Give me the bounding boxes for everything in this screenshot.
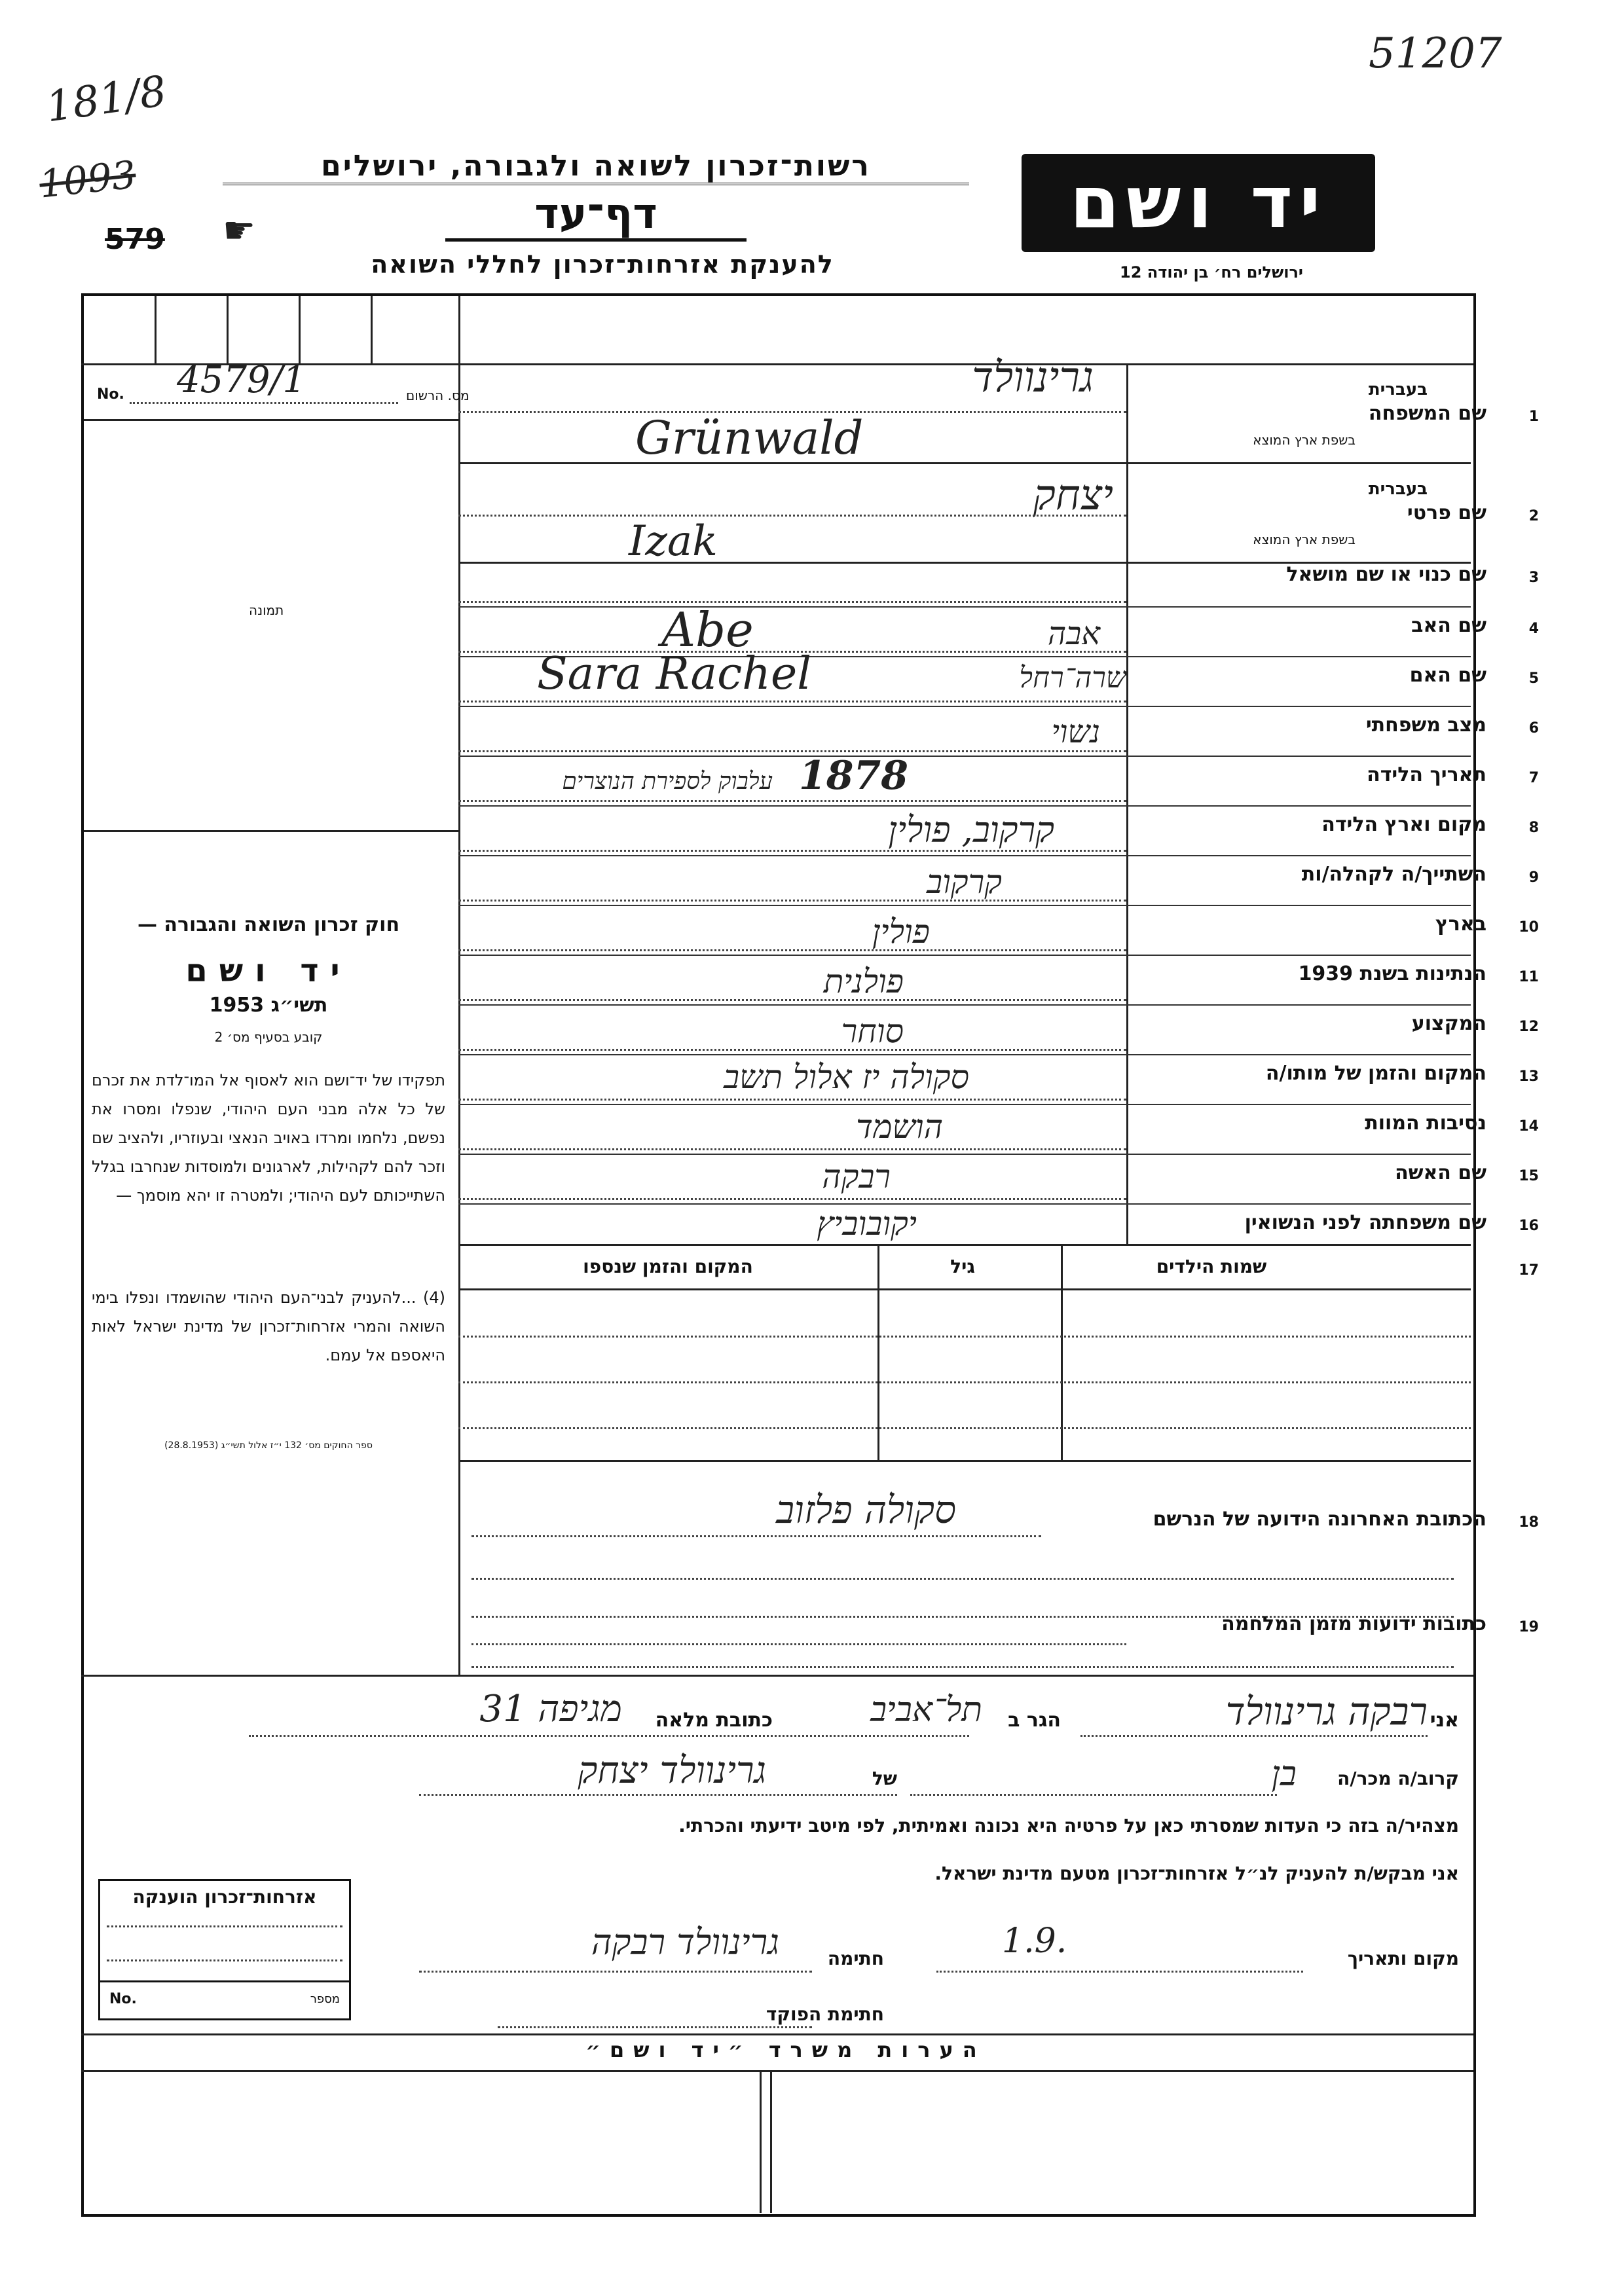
- field-9-label: השתייך/ה לקהלה/ות: [1301, 863, 1486, 886]
- field-2-value-hebrew: יצחק: [1033, 471, 1113, 520]
- official-signature-label: חתימת הפוקד: [766, 2003, 884, 2025]
- declaration-divider: [81, 1675, 1473, 1677]
- field-5-value: Sara Rachel: [537, 648, 811, 700]
- field-1-number: 1: [1528, 409, 1539, 425]
- children-names-header: שמות הילדים: [1156, 1256, 1267, 1277]
- label-column-divider: [1126, 363, 1128, 1244]
- field-5-number: 5: [1528, 670, 1539, 687]
- declaration-city-label: הגר ב: [1008, 1709, 1061, 1732]
- field-7-number: 7: [1528, 770, 1539, 786]
- struck-number: 1093: [37, 152, 138, 207]
- field-1-value-origin: Grünwald: [635, 411, 864, 465]
- authority-name: רשות־זכרון לשואה ולגבורה, ירושלים: [223, 149, 969, 185]
- field-11-label: הנתינות בשנת 1939: [1298, 962, 1486, 985]
- field-4-label: שם האב: [1411, 614, 1486, 637]
- field-15-label: שם האשה: [1395, 1161, 1486, 1184]
- field-14-value: הושמד: [856, 1108, 943, 1146]
- field-16-label: שם משפחתה לפני הנשואין: [1244, 1211, 1486, 1234]
- field-18-value: סקולה פלזוב: [776, 1487, 956, 1532]
- declarant-signature: גרינוולד רבקה: [591, 1922, 779, 1963]
- declaration-date-value: 1.9.: [1002, 1922, 1067, 1961]
- field-9-value: קרקוב: [927, 863, 1002, 901]
- field-2-value-origin: Izak: [629, 517, 718, 566]
- field-6-label: מצב משפחתי: [1365, 714, 1486, 737]
- declaration-statement-line-1: מצהיר/ה בזה כי העדות שמסרתי כאן על פרטיה היא נכונה ואמיתית, לפי מיטב ידיעתי והכרתי.: [678, 1815, 1459, 1836]
- field-10-value: פולין: [872, 913, 930, 951]
- declarant-address: מגיפה 31: [479, 1688, 622, 1730]
- law-title: חוק זכרון השואה והגבורה —: [137, 913, 400, 936]
- field-19-label: כתובות ידועות מזמן המלחמה: [1221, 1613, 1486, 1635]
- declarant-of-person: גרינוולד יצחק: [578, 1749, 766, 1792]
- yad-vashem-logo: [1022, 154, 1375, 252]
- law-year: תשי״ג 1953: [209, 994, 328, 1017]
- field-1-sub-origin: בשפת ארץ המוצא: [1253, 432, 1356, 448]
- field-11-value: פולנית: [823, 962, 904, 1000]
- field-7-label: תאריך הלידה: [1367, 763, 1486, 786]
- field-11-number: 11: [1519, 969, 1539, 985]
- file-number-top-left: 181/8: [43, 67, 170, 132]
- photo-placeholder-label: תמונה: [249, 602, 284, 618]
- field-8-number: 8: [1528, 820, 1539, 836]
- registration-no-label: No.: [97, 386, 124, 403]
- citizenship-box-title: אזרחות־זכרון הוענקה: [132, 1886, 317, 1908]
- field-16-value: יקובוביץ: [817, 1205, 917, 1243]
- declaration-ani-label: אני: [1430, 1709, 1459, 1732]
- field-15-value: רבקה: [822, 1157, 891, 1195]
- citizenship-granted-box: [98, 1879, 351, 2020]
- field-4-value-hebrew: אבה: [1047, 615, 1100, 652]
- field-7-value-hebrew: עלבוק לספירת הנוצרים: [562, 768, 773, 795]
- field-12-number: 12: [1519, 1019, 1539, 1035]
- field-15-number: 15: [1519, 1168, 1539, 1184]
- field-18-number: 18: [1519, 1514, 1539, 1531]
- field-18-label: הכתובת האחרונה הידועה של הנרשם: [1153, 1508, 1486, 1531]
- page-title: דף־עד: [445, 190, 747, 242]
- page-subtitle: להענקת אזרחות־זכרון לחללי השואה: [371, 250, 834, 279]
- field-13-number: 13: [1519, 1068, 1539, 1085]
- law-subtitle: יד ושם: [185, 953, 352, 989]
- declarant-city: תל־אביב: [870, 1690, 982, 1730]
- office-notes-label: הערות משרד ״יד ושם״: [585, 2037, 986, 2062]
- logo-text: יד ושם: [1069, 160, 1327, 244]
- field-5-label: שם האם: [1409, 664, 1486, 687]
- field-2-number: 2: [1528, 508, 1539, 524]
- field-3-label: שם כנוי או שם מושאל: [1286, 563, 1486, 586]
- law-paragraph-2: (4) ...להעניק לבני־העם היהודי שהושמדו ונפלו בימי השואה והמרי אזרחות־זכרון של מדינת ישראל לאות היאספם אל עמם.: [92, 1288, 445, 1364]
- citizenship-number-label: מספר: [310, 1992, 340, 2006]
- registration-label: מס. הרשום: [406, 388, 470, 403]
- field-14-label: נסיבות המוות: [1365, 1112, 1486, 1135]
- declaration-signature-label: חתימה: [827, 1948, 884, 1969]
- citizenship-no-label: No.: [109, 1991, 137, 2007]
- field-17-number: 17: [1519, 1262, 1539, 1279]
- field-3-number: 3: [1528, 570, 1539, 586]
- field-10-label: בארץ: [1435, 913, 1486, 936]
- field-6-number: 6: [1528, 720, 1539, 737]
- field-2-sub-hebrew: בעברית: [1368, 479, 1428, 499]
- declarant-name: רבקה גרינוולד: [1225, 1689, 1428, 1734]
- field-9-number: 9: [1528, 869, 1539, 886]
- field-16-number: 16: [1519, 1218, 1539, 1234]
- left-column-divider: [458, 363, 460, 1675]
- field-5-value-hebrew: שרה־רחל: [1019, 661, 1126, 695]
- children-place-header: המקום והזמן שנספו: [583, 1256, 753, 1277]
- children-age-header: גיל: [950, 1256, 975, 1277]
- organization-address: ירושלים רח׳ בן יהודה 12: [1120, 263, 1303, 282]
- field-1-sub-hebrew: בעברית: [1368, 380, 1428, 399]
- registration-number: 4579/1: [177, 359, 306, 401]
- field-12-label: המקצוע: [1411, 1012, 1486, 1035]
- pointing-hand-icon: ☛: [223, 210, 256, 252]
- field-8-value: קרקוב, פולין: [888, 809, 1054, 850]
- declaration-statement-line-2: אני מבקש/ת להעניק לנ״ל אזרחות־זכרון מטעם מדינת ישראל.: [934, 1863, 1459, 1884]
- law-paragraph-1: תפקידו של יד־ושם הוא לאסוף אל המו־לדת את זכרם של כל אלה מבני העם היהודי, שנפלו ומסרו את נפשם, נלחמו ומרדו באויב הנאצי ובעוזריו, ולהציב שם וזכר להם לקהילות, לארגונים ולמוסדות שנחרבו בגלל השתייכותם לעם היהודי; ולמטרה זו יהא מוסמך —: [92, 1071, 445, 1205]
- field-7-value: 1878: [799, 753, 908, 799]
- field-13-label: המקום והזמן של מותו/ה: [1265, 1062, 1486, 1085]
- field-4-value: Abe: [661, 602, 754, 657]
- field-14-number: 14: [1519, 1118, 1539, 1135]
- field-19-number: 19: [1519, 1619, 1539, 1635]
- declaration-address-label: כתובת מלאה: [655, 1709, 773, 1732]
- field-12-value: סוחר: [841, 1012, 904, 1050]
- office-notes-divider: [760, 2070, 762, 2213]
- field-1-value-hebrew: גרינוולד: [972, 354, 1094, 402]
- file-number-top-right: 51207: [1369, 29, 1502, 78]
- field-13-value: סקולה יז אלול תשב: [724, 1058, 969, 1096]
- field-2-sub-origin: בשפת ארץ המוצא: [1253, 532, 1356, 547]
- field-10-number: 10: [1519, 919, 1539, 936]
- declarant-relation: בן: [1271, 1755, 1297, 1794]
- declaration-place-date-label: מקום ותאריך: [1347, 1948, 1459, 1969]
- law-footnote: ספר החוקים מס׳ 132 י״ז אלול תשי״ג (28.8.1953): [164, 1440, 373, 1451]
- law-clause: קובע בסעיף מס׳ 2: [214, 1029, 323, 1045]
- declaration-of-label: של: [872, 1768, 897, 1789]
- photo-box-bottom: [84, 830, 458, 832]
- field-8-label: מקום וארץ הלידה: [1321, 813, 1486, 836]
- field-1-label: שם המשפחה: [1368, 402, 1486, 425]
- field-2-label: שם פרטי: [1407, 501, 1486, 524]
- field-6-value: נשוי: [1051, 714, 1100, 750]
- declaration-relative-label: קרוב/ה מכר/ה: [1337, 1768, 1459, 1789]
- field-4-number: 4: [1528, 621, 1539, 637]
- number-579: 579: [105, 223, 165, 256]
